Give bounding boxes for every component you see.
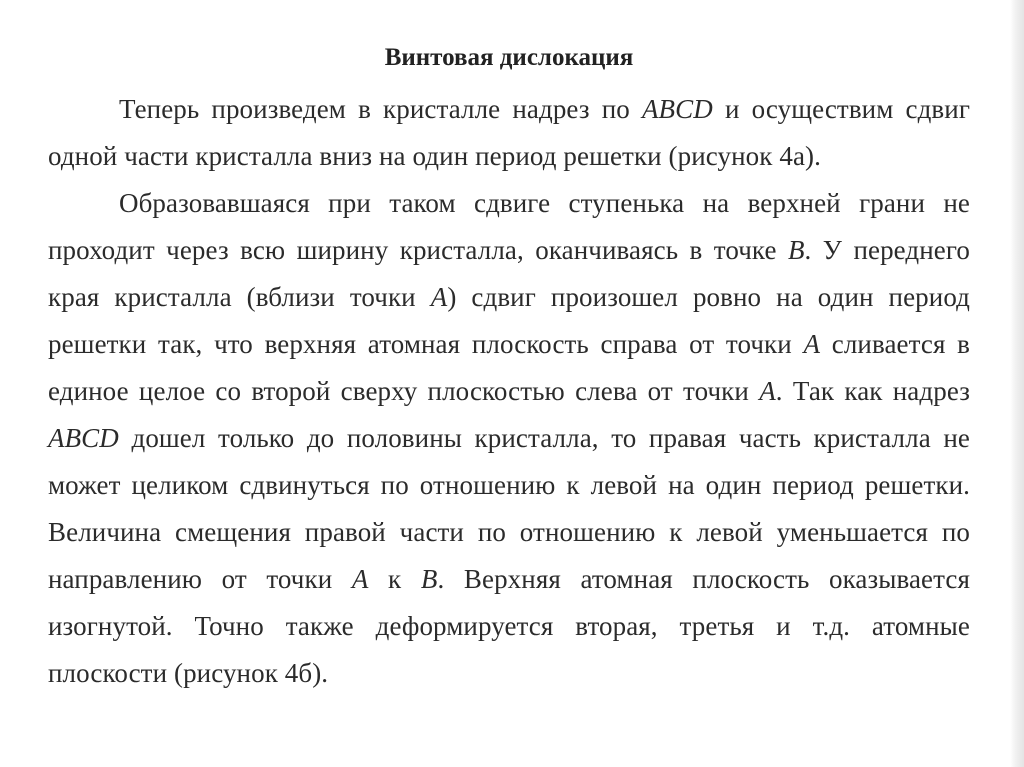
text-run: к (368, 564, 421, 594)
italic-label: А (803, 329, 821, 359)
text-run: сливается в единое целое со второй сверху плоскостью слева от точки (48, 329, 971, 406)
text-run: . Верхняя атомная плоскость оказывается изогнутой. Точно также деформируется вторая, третья и т.д. атомные плоскости (рисунок 4б). (48, 564, 970, 688)
text-run: Теперь произведем в кристалле надрез по (119, 94, 642, 124)
italic-label: А (351, 564, 369, 594)
italic-label: ABCD (641, 94, 713, 124)
text-run: и осуществим сдвиг одной части кристалла вниз на один период решетки (рисунок 4а). (48, 94, 971, 171)
text-run: Образовавшаяся при таком сдвиге ступенька на верхней грани не проходит через всю ширину кристалла, оканчиваясь в точке (48, 188, 970, 265)
italic-label: А (759, 376, 776, 406)
page-content (48, 40, 970, 697)
paragraph-2 (48, 180, 970, 697)
italic-label: В (420, 564, 438, 594)
italic-label: А (430, 282, 448, 312)
text-run: ) сдвиг произошел ровно на один период решетки так, что верхняя атомная плоскость справа от точки (48, 282, 970, 359)
italic-label: В (787, 235, 805, 265)
page-edge-shadow (1010, 0, 1024, 767)
page-title: Винтовая дислокация (384, 44, 634, 71)
paragraph-1 (48, 86, 970, 180)
italic-label: ABCD (48, 423, 119, 453)
text-run: . У переднего края кристалла (вблизи точки (48, 235, 970, 312)
text-run: дошел только до половины кристалла, то правая часть кристалла не может целиком сдвинуться по отношению к левой на один период решетки. Величина смещения правой части по отношению к левой уменьшается по направлению от точки (48, 423, 970, 594)
text-run: . Так как надрез (775, 376, 970, 406)
